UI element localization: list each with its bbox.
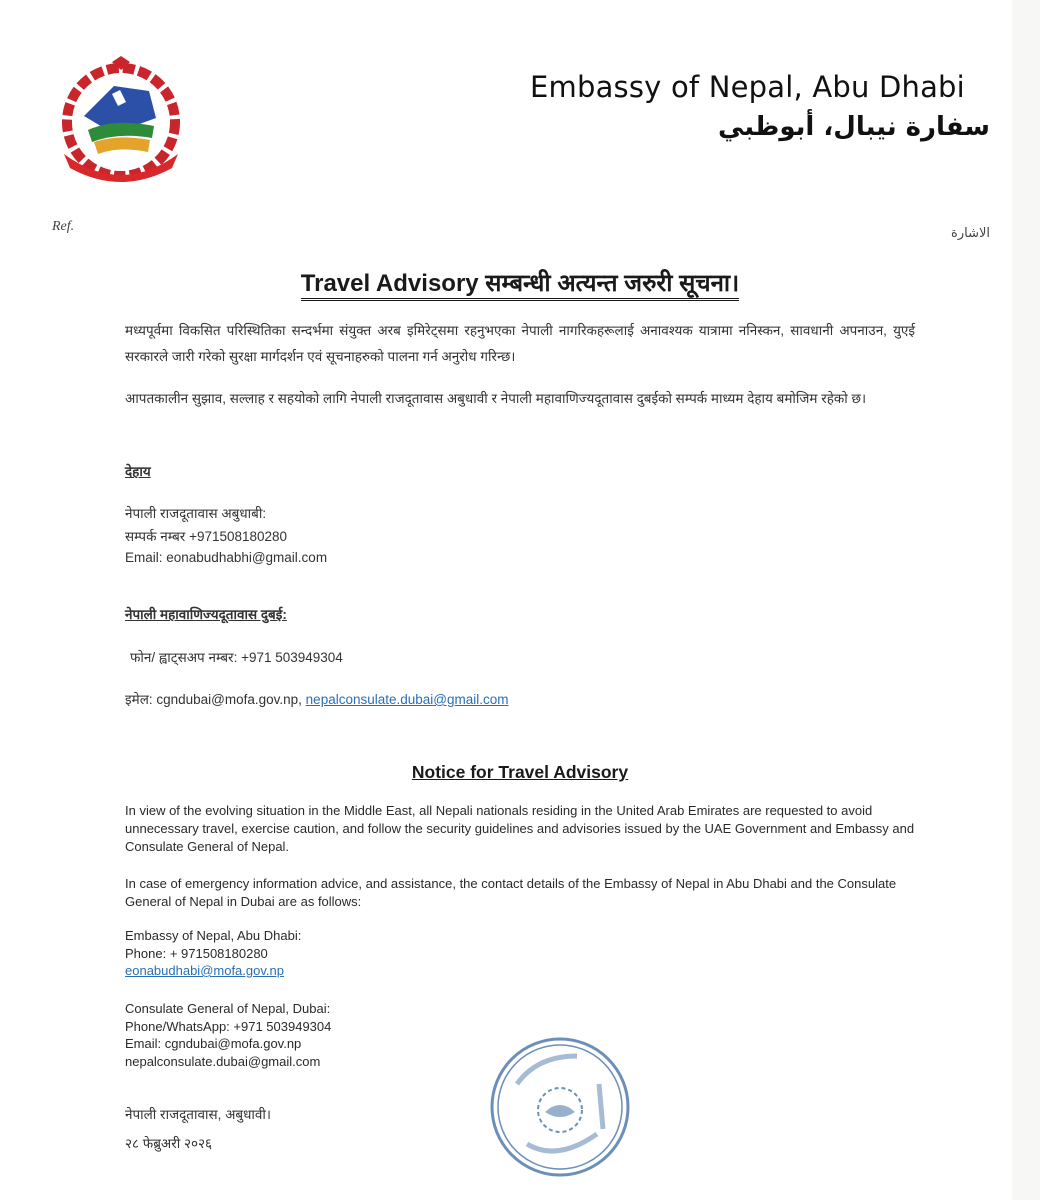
- nepali-consulate-phone: फोन/ ह्वाट्सअप नम्बर: +971 503949304: [130, 650, 343, 665]
- english-consulate-email: Email: cgndubai@mofa.gov.np: [125, 1036, 302, 1051]
- ref-label-arabic: الاشارة: [951, 226, 990, 241]
- english-embassy-name: Embassy of Nepal, Abu Dhabi:: [125, 928, 302, 943]
- ref-label: Ref.: [52, 219, 75, 234]
- letterhead-title: Embassy of Nepal, Abu Dhabi: [530, 70, 965, 104]
- english-consulate-contact: [125, 1000, 331, 1070]
- english-embassy-phone: Phone: + 971508180280: [125, 945, 268, 961]
- nepali-notice-title: [0, 266, 1040, 299]
- nepali-consulate-email-line: [125, 690, 509, 708]
- english-paragraph-1: In view of the evolving situation in the Middle East, all Nepali nationals residing in the United Arab Emirates are requested to avoid unnecessary travel, exercise caution, and follow the security guidelines and advisories issued by the UAE Government and Embassy and Consulate General of Nepal.: [125, 803, 915, 854]
- nepali-embassy-name: नेपाली राजदूतावास अबुधाबी:: [125, 506, 267, 521]
- english-embassy-email-link[interactable]: eonabudhabi@mofa.gov.np: [125, 963, 284, 978]
- english-consulate-phone: Phone/WhatsApp: +971 503949304: [125, 1018, 332, 1034]
- nepali-notice-title-text: Travel Advisory सम्बन्धी अत्यन्त जरुरी सूचना।: [301, 270, 739, 301]
- nepali-consulate-email: इमेल: cgndubai@mofa.gov.np,: [125, 692, 302, 707]
- nepali-paragraph-1: मध्यपूर्वमा विकसित परिस्थितिका सन्दर्भमा संयुक्त अरब इमिरेट्समा रहनुभएका नेपाली नागरिकहरूलाई अनावश्यक यात्रामा ननिस्कन, सावधानी अपनाउन, युएई सरकारले जारी गरेको सुरक्षा मार्गदर्शन एवं सूचनाहरुको पालना गर्न अनुरोध गरिन्छ।: [125, 323, 915, 364]
- embassy-seal-stamp-icon: [487, 1034, 633, 1180]
- english-consulate-name: Consulate General of Nepal, Dubai:: [125, 1001, 331, 1016]
- signature-issuer: नेपाली राजदूतावास, अबुधावी।: [125, 1107, 272, 1122]
- english-paragraph-2: In case of emergency information advice, and assistance, the contact details of the Embassy of Nepal in Abu Dhabi and the Consulate General of Nepal in Dubai are as follows:: [125, 876, 897, 909]
- nepal-coat-of-arms-icon: [54, 56, 188, 190]
- english-consulate-email-2: nepalconsulate.dubai@gmail.com: [125, 1053, 321, 1069]
- nepali-paragraph-2: आपतकालीन सुझाव, सल्लाह र सहयोको लागि नेपाली राजदूतावास अबुधावी र नेपाली महावाणिज्यदूतावास दुबईको सम्पर्क माध्यम देहाय बमोजिम रहेको छ।: [125, 391, 867, 406]
- nepali-consulate-email-link[interactable]: nepalconsulate.dubai@gmail.com: [305, 692, 509, 707]
- english-notice-title: [0, 762, 1040, 783]
- letterhead-title-arabic: سفارة نيبال، أبوظبي: [717, 112, 990, 142]
- page-edge: [1012, 0, 1040, 1200]
- nepali-embassy-contact: सम्पर्क नम्बर +971508180280: [125, 529, 288, 544]
- english-embassy-contact: [125, 927, 301, 980]
- nepali-consulate-heading: नेपाली महावाणिज्यदूतावास दुबई:: [125, 607, 287, 622]
- nepali-subheading: देहाय: [125, 464, 151, 479]
- nepali-embassy-email: Email: eonabudhabhi@gmail.com: [125, 550, 328, 565]
- english-notice-title-text: Notice for Travel Advisory: [411, 762, 629, 782]
- signature-date: २८ फेब्रुअरी २०२६: [125, 1136, 213, 1151]
